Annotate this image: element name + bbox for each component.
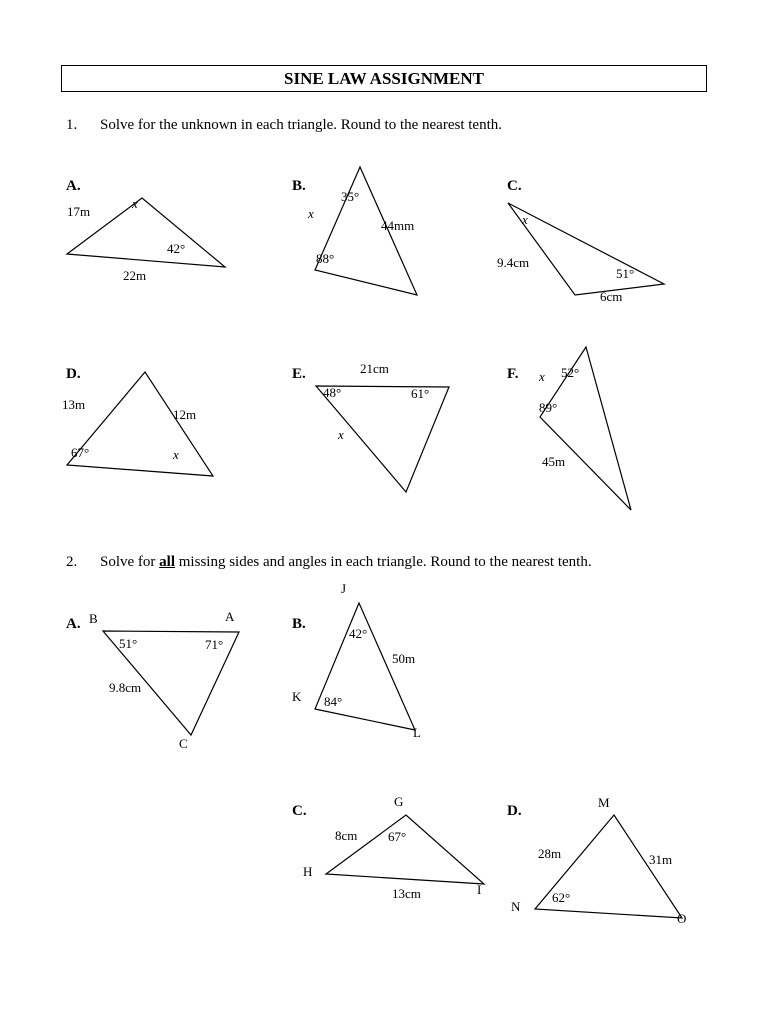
q1f-angle-89: 89° <box>539 400 558 415</box>
q1a-side-17m: 17m <box>67 204 91 219</box>
q2c-vertex-i: I <box>477 882 482 897</box>
q2a-vertex-b: B <box>89 611 98 626</box>
q2a-side-9-8cm: 9.8cm <box>109 680 142 695</box>
q2d-vertex-m: M <box>598 795 610 810</box>
q2d-angle-62: 62° <box>552 890 571 905</box>
q2d-side-28m: 28m <box>538 846 562 861</box>
q2-part-a-label: A. <box>66 616 81 632</box>
q2c-side-13cm: 13cm <box>392 886 421 901</box>
q2a-angle-51: 51° <box>119 636 138 651</box>
q2b-vertex-l: L <box>413 725 421 740</box>
q2-part-b-label: B. <box>292 616 306 632</box>
q1e-unknown-x: x <box>338 427 344 442</box>
q1e-angle-61: 61° <box>411 386 430 401</box>
q1f-side-45m: 45m <box>542 454 566 469</box>
q2b-side-50m: 50m <box>392 651 416 666</box>
q1f-triangle <box>540 347 631 510</box>
q1c-triangle <box>508 203 664 295</box>
q2c-vertex-g: G <box>394 794 404 809</box>
q2c-triangle <box>326 815 484 884</box>
q2b-vertex-k: K <box>292 689 302 704</box>
q1e-side-21cm: 21cm <box>360 361 389 376</box>
question-2-emphasis: all <box>159 554 176 570</box>
q1-part-a-label: A. <box>66 178 81 194</box>
q1d-unknown-x: x <box>173 447 179 462</box>
q1-part-e-label: E. <box>292 366 306 382</box>
q1c-angle-51: 51° <box>616 266 635 281</box>
q2b-angle-84: 84° <box>324 694 343 709</box>
question-2-text-post: missing sides and angles in each triangle. Round to the nearest tenth. <box>175 554 592 570</box>
q1e-angle-48: 48° <box>323 385 342 400</box>
question-2-number: 2. <box>66 554 78 570</box>
q2-part-c-label: C. <box>292 803 307 819</box>
q1d-side-12m: 12m <box>173 407 197 422</box>
q1-part-f-label: F. <box>507 366 519 382</box>
q1-part-d-label: D. <box>66 366 81 382</box>
question-2-text-pre: Solve for <box>100 554 160 570</box>
q2b-vertex-j: J <box>341 581 347 596</box>
q2d-side-31m: 31m <box>649 852 673 867</box>
question-1-number: 1. <box>66 117 78 133</box>
q1d-triangle <box>67 372 213 476</box>
assignment-title: SINE LAW ASSIGNMENT <box>61 65 707 92</box>
q2c-side-8cm: 8cm <box>335 828 358 843</box>
question-1-text: Solve for the unknown in each triangle. Round to the nearest tenth. <box>100 117 502 133</box>
q1a-side-22m: 22m <box>123 268 147 283</box>
q1a-unknown-x: x <box>132 196 138 211</box>
q1-part-b-label: B. <box>292 178 306 194</box>
q1b-side-44mm: 44mm <box>381 218 415 233</box>
q1b-angle-88: 88° <box>316 251 335 266</box>
q1a-angle-42: 42° <box>167 241 186 256</box>
q2a-vertex-a: A <box>225 609 235 624</box>
q2c-vertex-h: H <box>303 864 313 879</box>
q2b-angle-42: 42° <box>349 626 368 641</box>
q1d-side-13m: 13m <box>62 397 86 412</box>
q1f-unknown-x: x <box>539 369 545 384</box>
q1d-angle-67: 67° <box>71 445 90 460</box>
q2b-triangle <box>315 603 415 730</box>
q1c-unknown-x: x <box>522 212 528 227</box>
q1b-unknown-x: x <box>308 206 314 221</box>
q1-part-c-label: C. <box>507 178 522 194</box>
q1c-side-6cm: 6cm <box>600 289 623 304</box>
q2c-angle-67: 67° <box>388 829 407 844</box>
q2d-vertex-n: N <box>511 899 521 914</box>
q2-part-d-label: D. <box>507 803 522 819</box>
q2a-vertex-c: C <box>179 736 188 751</box>
q1e-triangle <box>316 386 449 492</box>
q1b-angle-35: 35° <box>341 189 360 204</box>
q1f-angle-52: 52° <box>561 365 580 380</box>
q2d-vertex-o: O <box>677 911 687 926</box>
q1c-side-9-4cm: 9.4cm <box>497 255 530 270</box>
q1a-triangle <box>67 198 225 267</box>
q2a-angle-71: 71° <box>205 637 224 652</box>
